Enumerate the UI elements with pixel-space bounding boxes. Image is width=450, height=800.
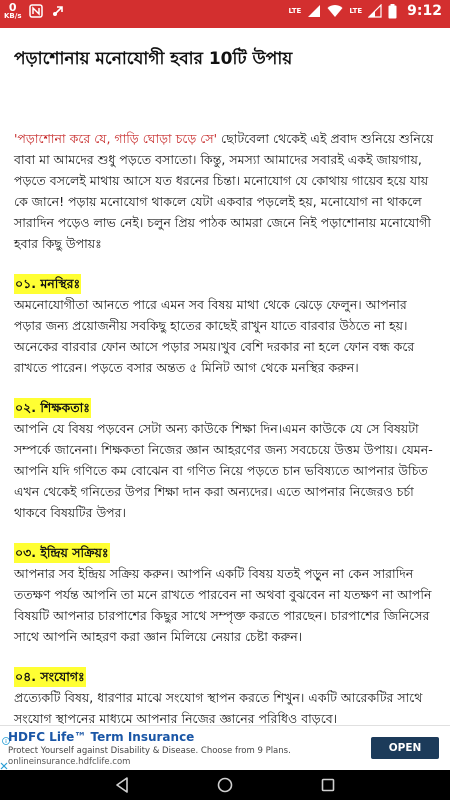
article-title: পড়াশোনায় মনোযোগী হবার 10টি উপায় (14, 49, 293, 69)
section-2 (14, 378, 436, 523)
signal-2-icon (368, 4, 382, 18)
section-body: আপনি যে বিষয় পড়বেন সেটা অন্য কাউকে শিক্ষা দিন।এমন কাউকে যে সে বিষয়টা সম্পর্কে জানেনা। শিক্ষকতা নিজের জ্ঞান আহরণের জন্য সবচেয়ে উত্তম উপায়। যেমন- আপনি যদি গণিতে কম বোঝেন বা গণিত নিয়ে পড়তে চান ভবিষ্যতে আপনার উচিত এখন থেকেই গনিতের উপর শিক্ষা দান করা অন্যদের। এতে আপনার নিজেরও চর্চা থাকবে বিষয়টির উপর। (14, 421, 433, 520)
section-heading: ০২. শিক্ষকতাঃ (14, 398, 91, 418)
status-bar-left (4, 2, 65, 20)
clock-time: 9:12 (407, 3, 442, 19)
section-heading: ০৩. ইন্দ্রিয় সক্রিয়ঃ (14, 543, 110, 563)
notification-n-icon (29, 4, 43, 18)
section-3 (14, 523, 436, 647)
ad-banner[interactable] (0, 725, 450, 770)
notification-app-icon (51, 4, 65, 18)
section-4 (14, 647, 436, 725)
section-body: অমনোযোগীতা আনতে পারে এমন সব বিষয় মাথা থেকে ঝেড়ে ফেলুন। আপনার পড়ার জন্য প্রয়োজনীয় সবকিছু হাতের কাছেই রাখুন যাতে বারবার উঠতে না হয়। অনেকের বারবার ফোন আসে পড়ার সময়।খুব বেশি দরকার না হলে ফোন বন্ধ করে রাখতে পারেন। পড়তে বসার অন্তত ৫ মিনিট আগ থেকে মনস্থির করুন। (14, 297, 415, 375)
section-heading: ০৪. সংযোগঃ (14, 667, 86, 687)
system-nav-bar (0, 770, 450, 800)
intro-text: ছোটবেলা থেকেই এই প্রবাদ শুনিয়ে শুনিয়ে বাবা মা আমদের শুধু পড়তে বসাতো। কিন্তু, সমস্যা আমাদের সবারই একই জায়গায়, পড়তে বসলেই মাথায় আসে যত ধরনের চিন্তা। মনোযোগ যে কোথায় গায়েব হয়ে যায় কে জানে! পড়ায় মনোযোগ থাকলে যেটা একবার পড়লেই হয়, মনোযোগ না থাকলে সারাদিন পড়েও লাভ নেই। চলুন প্রিয় পাঠক আমরা জেনে নিই পড়াশোনায় মনোযোগী হবার কিছু উপায়ঃ (14, 131, 434, 251)
article-content[interactable] (0, 28, 450, 725)
network-speed-unit: KB/s (4, 12, 22, 20)
wifi-icon (327, 4, 343, 18)
article-intro (14, 128, 436, 254)
ad-subtitle: Protect Yourself against Disability & Disease. Choose from 9 Plans. (8, 746, 291, 756)
home-circle-icon (217, 777, 233, 793)
nav-home-button[interactable] (205, 770, 245, 800)
lte-label-secondary: LTE (349, 7, 363, 15)
back-triangle-icon (115, 777, 129, 793)
nav-recents-button[interactable] (308, 770, 348, 800)
signal-icon (307, 4, 321, 18)
network-speed-value: 0 (8, 1, 17, 14)
section-heading: ০১. মনস্থিরঃ (14, 274, 81, 294)
battery-icon (388, 4, 397, 19)
ad-open-button[interactable]: OPEN (371, 737, 439, 759)
recents-square-icon (321, 778, 335, 792)
network-speed (4, 2, 21, 20)
status-bar-right (288, 3, 442, 19)
intro-quote: 'পড়াশোনা করে যে, গাড়ি ঘোড়া চড়ে সে' (14, 131, 218, 146)
section-body: আপনার সব ইন্দ্রিয় সক্রিয় করুন। আপনি একটি বিষয় যতই পড়ুন না কেন সারাদিন ততক্ষণ পর্যন্ত আপনি তা মনে রাখতে পারবেন না অথবা বুঝবেন না যতক্ষণ না আপনি বিষয়টি আপনার চারপাশের কিছুর সাথে সম্পৃক্ত করতে পারছেন। চারপাশের জিনিসের সাথে আপনি আহরণ করা জ্ঞান মিলিয়ে নেয়ার চেষ্টা করুন। (14, 566, 432, 644)
status-bar (0, 0, 450, 28)
section-1 (14, 254, 436, 378)
section-body: প্রত্যেকটি বিষয়, ধারণার মাঝে সংযোগ স্থাপন করতে শিখুন। একটি আরেকটির সাথে সংযোগ স্থাপনের মাধ্যমে আপনার নিজের জ্ঞানের পরিধিও বাড়বে। (14, 690, 423, 725)
nav-back-button[interactable] (102, 770, 142, 800)
lte-label-primary: LTE (288, 7, 302, 15)
ad-url: onlineinsurance.hdfclife.com (8, 757, 131, 767)
ad-title[interactable]: HDFC Life™ Term Insurance (8, 730, 195, 744)
